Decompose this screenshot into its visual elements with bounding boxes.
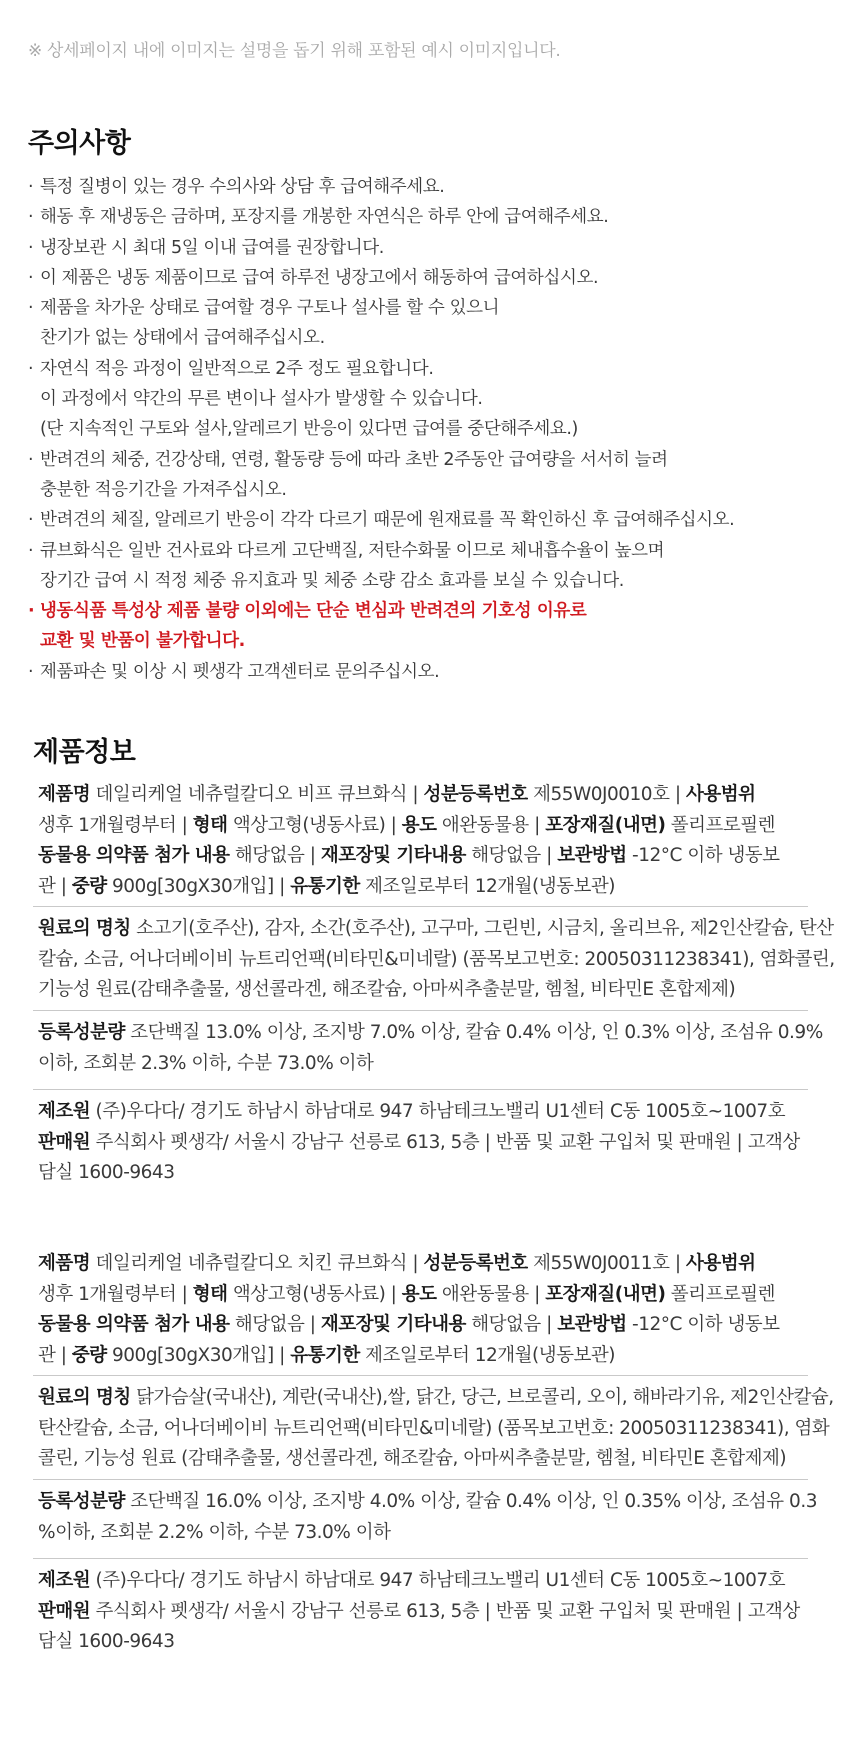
spec-value: 데일리케얼 네츄럴칼디오 치킨 큐브화식 | bbox=[90, 1253, 424, 1274]
spec-label: 보관방법 bbox=[557, 845, 627, 866]
spec-line bbox=[38, 1444, 834, 1475]
spec-label: 용도 bbox=[401, 814, 437, 836]
spec-value: 담실 1600-9643 bbox=[38, 1631, 175, 1652]
spec-label: 원료의 명칭 bbox=[38, 918, 131, 939]
spec-value: 조단백질 13.0% 이상, 조지방 7.0% 이상, 칼슘 0.4% 이상, 인 0.3% 이상, 조섬유 0.9% bbox=[124, 1022, 823, 1043]
spec-label: 제조원 bbox=[38, 1101, 91, 1122]
spec-label: 판매원 bbox=[38, 1131, 91, 1153]
spec-line bbox=[38, 975, 835, 1006]
spec-line bbox=[38, 1158, 800, 1189]
spec-value: 900g[30gX30개입] | bbox=[106, 875, 291, 897]
spec-value: 칼슘, 소금, 어나더베이비 뉴트리언팩(비타민&미네랄) (품목보고번호: 20050311238341), 염화콜린, bbox=[38, 948, 835, 970]
spec-value: (주)우다다/ 경기도 하남시 하남대로 947 하남테크노밸리 U1센터 C동 1005호~1007호 bbox=[90, 1101, 786, 1122]
caution-line: · 큐브화식은 일반 건사료와 다르게 고단백질, 저탄수화물 이므로 체내흡수율이 높으며 bbox=[40, 540, 665, 561]
spec-value: 이하, 조회분 2.3% 이하, 수분 73.0% 이하 bbox=[38, 1052, 374, 1074]
spec-line bbox=[38, 841, 780, 872]
spec-line bbox=[38, 1627, 800, 1658]
spec-block bbox=[38, 1566, 800, 1658]
spec-value: 900g[30gX30개입] | bbox=[106, 1344, 291, 1366]
spec-line bbox=[38, 1280, 780, 1311]
spec-value: 주식회사 펫생각/ 서울시 강남구 선릉로 613, 5층 | 반품 및 교환 구입처 및 판매원 | 고객상 bbox=[90, 1131, 800, 1153]
spec-block bbox=[38, 1249, 780, 1371]
spec-line bbox=[38, 1383, 834, 1414]
spec-line bbox=[38, 1049, 823, 1080]
cautions-list bbox=[28, 172, 828, 687]
image-disclaimer: ※ 상세페이지 내에 이미지는 설명을 돕기 위해 포함된 예시 이미지입니다. bbox=[28, 41, 561, 61]
caution-line: 교환 및 반품이 불가합니다. bbox=[40, 631, 245, 652]
spec-value: 제조일로부터 12개월(냉동보관) bbox=[359, 875, 615, 897]
spec-line bbox=[38, 1341, 780, 1372]
spec-label: 재포장및 기타내용 bbox=[320, 845, 466, 866]
caution-line: 이 과정에서 약간의 무른 변이나 설사가 발생할 수 있습니다. bbox=[40, 389, 483, 410]
spec-label: 제조원 bbox=[38, 1570, 91, 1591]
spec-value: 소고기(호주산), 감자, 소간(호주산), 고구마, 그린빈, 시금치, 올리브유, 제2인산칼슘, 탄산 bbox=[130, 918, 834, 939]
spec-line bbox=[38, 1128, 800, 1159]
spec-label: 동물용 의약품 첨가 내용 bbox=[38, 845, 230, 866]
spec-line bbox=[38, 914, 835, 945]
spec-value: 폴리프로필렌 bbox=[665, 814, 776, 836]
spec-line bbox=[38, 811, 780, 842]
spec-block bbox=[38, 1097, 800, 1189]
spec-value: 해당없음 | bbox=[229, 1314, 321, 1335]
spec-value: %이하, 조회분 2.2% 이하, 수분 73.0% 이하 bbox=[38, 1521, 391, 1543]
caution-line: 찬기가 없는 상태에서 급여해주십시오. bbox=[40, 328, 325, 349]
spec-value: (주)우다다/ 경기도 하남시 하남대로 947 하남테크노밸리 U1센터 C동 1005호~1007호 bbox=[90, 1570, 786, 1591]
caution-item bbox=[28, 445, 828, 506]
caution-item bbox=[28, 172, 828, 202]
spec-label: 판매원 bbox=[38, 1600, 91, 1622]
caution-item bbox=[28, 293, 828, 354]
section-divider bbox=[33, 1375, 808, 1376]
section-divider bbox=[33, 906, 808, 907]
spec-value: 콜린, 기능성 원료 (감태추출물, 생선콜라겐, 해조칼슘, 아마씨추출분말, 헴철, 비타민E 혼합제제) bbox=[38, 1448, 787, 1469]
caution-item bbox=[28, 505, 828, 535]
spec-value: 관 | bbox=[38, 1344, 72, 1366]
caution-item bbox=[28, 354, 828, 445]
spec-value: 담실 1600-9643 bbox=[38, 1162, 175, 1183]
spec-value: 폴리프로필렌 bbox=[665, 1283, 776, 1305]
caution-item bbox=[28, 233, 828, 263]
caution-line: (단 지속적인 구토와 설사,알레르기 반응이 있다면 급여를 중단해주세요.) bbox=[40, 419, 578, 440]
spec-label: 유통기한 bbox=[290, 875, 360, 897]
spec-value: 생후 1개월령부터 | bbox=[38, 1283, 193, 1305]
caution-line: · 냉장보관 시 최대 5일 이내 급여를 권장합니다. bbox=[40, 237, 384, 258]
spec-label: 포장재질(내면) bbox=[545, 814, 666, 836]
caution-line: · 제품을 차가운 상태로 급여할 경우 구토나 설사를 할 수 있으니 bbox=[40, 298, 500, 319]
spec-value: 해당없음 | bbox=[229, 845, 321, 866]
caution-line: · 자연식 적응 과정이 일반적으로 2주 정도 필요합니다. bbox=[40, 358, 434, 379]
spec-label: 중량 bbox=[71, 875, 107, 897]
spec-label: 중량 bbox=[71, 1344, 107, 1366]
spec-label: 용도 bbox=[401, 1283, 437, 1305]
spec-value: 애완동물용 | bbox=[436, 814, 546, 836]
section-divider bbox=[33, 1479, 808, 1480]
spec-line bbox=[38, 1097, 800, 1128]
spec-value: 제55W0J0010호 | bbox=[527, 784, 686, 805]
caution-line: · 제품파손 및 이상 시 펫생각 고객센터로 문의주십시오. bbox=[40, 661, 440, 682]
spec-label: 포장재질(내면) bbox=[545, 1283, 666, 1305]
spec-value: 데일리케얼 네츄럴칼디오 비프 큐브화식 | bbox=[90, 784, 424, 805]
caution-line: · 냉동식품 특성상 제품 불량 이외에는 단순 변심과 반려견의 기호성 이유로 bbox=[40, 601, 587, 622]
caution-line: 충분한 적응기간을 가져주십시오. bbox=[40, 479, 287, 500]
spec-label: 재포장및 기타내용 bbox=[320, 1314, 466, 1335]
caution-line: 장기간 급여 시 적정 체중 유지효과 및 체중 소량 감소 효과를 보실 수 있습니다. bbox=[40, 570, 624, 591]
spec-line bbox=[38, 1414, 834, 1445]
caution-item bbox=[28, 202, 828, 232]
product-info-title: 제품정보 bbox=[33, 737, 136, 768]
spec-line bbox=[38, 780, 780, 811]
spec-value: -12°C 이하 냉동보 bbox=[626, 1314, 780, 1335]
spec-label: 사용범위 bbox=[685, 784, 756, 805]
spec-label: 보관방법 bbox=[557, 1314, 627, 1335]
spec-label: 형태 bbox=[192, 814, 228, 836]
spec-label: 형태 bbox=[192, 1283, 228, 1305]
spec-value: 주식회사 펫생각/ 서울시 강남구 선릉로 613, 5층 | 반품 및 교환 구입처 및 판매원 | 고객상 bbox=[90, 1600, 800, 1622]
caution-item bbox=[28, 536, 828, 597]
section-divider bbox=[33, 1558, 808, 1559]
spec-line bbox=[38, 1487, 817, 1518]
spec-label: 성분등록번호 bbox=[423, 784, 528, 805]
spec-value: 애완동물용 | bbox=[436, 1283, 546, 1305]
spec-value: 탄산칼슘, 소금, 어나더베이비 뉴트리언팩(비타민&미네랄) (품목보고번호: 20050311238341), 염화 bbox=[38, 1417, 830, 1439]
spec-line bbox=[38, 1018, 823, 1049]
spec-label: 제품명 bbox=[38, 1253, 91, 1274]
spec-value: 조단백질 16.0% 이상, 조지방 4.0% 이상, 칼슘 0.4% 이상, 인 0.35% 이상, 조섬유 0.3 bbox=[124, 1491, 817, 1512]
spec-block bbox=[38, 1383, 834, 1475]
spec-value: -12°C 이하 냉동보 bbox=[626, 845, 780, 866]
spec-line bbox=[38, 1310, 780, 1341]
spec-value: 제조일로부터 12개월(냉동보관) bbox=[359, 1344, 615, 1366]
cautions-title: 주의사항 bbox=[28, 128, 131, 159]
caution-line: · 반려견의 체질, 알레르기 반응이 각각 다르기 때문에 원재료를 꼭 확인하신 후 급여해주십시오. bbox=[40, 510, 735, 531]
caution-line: · 반려견의 체중, 건강상태, 연령, 활동량 등에 따라 초반 2주동안 급여량을 서서히 늘려 bbox=[40, 449, 668, 470]
caution-item-warning bbox=[28, 596, 828, 657]
spec-line bbox=[38, 1597, 800, 1628]
caution-line: · 이 제품은 냉동 제품이므로 급여 하루전 냉장고에서 해동하여 급여하십시오. bbox=[40, 267, 599, 288]
spec-value: 액상고형(냉동사료) | bbox=[227, 814, 402, 836]
spec-value: 액상고형(냉동사료) | bbox=[227, 1283, 402, 1305]
spec-label: 유통기한 bbox=[290, 1344, 360, 1366]
spec-line bbox=[38, 1249, 780, 1280]
spec-label: 성분등록번호 bbox=[423, 1253, 528, 1274]
spec-block bbox=[38, 914, 835, 1006]
spec-value: 기능성 원료(감태추출물, 생선콜라겐, 해조칼슘, 아마씨추출분말, 헴철, 비타민E 혼합제제) bbox=[38, 979, 736, 1000]
spec-block bbox=[38, 780, 780, 902]
spec-label: 등록성분량 bbox=[38, 1491, 125, 1512]
spec-line bbox=[38, 872, 780, 903]
spec-value: 닭가슴살(국내산), 계란(국내산),쌀, 닭간, 당근, 브로콜리, 오이, 해바라기유, 제2인산칼슘, bbox=[130, 1387, 834, 1408]
caution-item bbox=[28, 657, 828, 687]
spec-block bbox=[38, 1487, 817, 1548]
spec-value: 해당없음 | bbox=[465, 845, 558, 866]
spec-line bbox=[38, 945, 835, 976]
spec-label: 사용범위 bbox=[685, 1253, 756, 1274]
caution-item bbox=[28, 263, 828, 293]
spec-block bbox=[38, 1018, 823, 1079]
section-divider bbox=[33, 1010, 808, 1011]
spec-value: 해당없음 | bbox=[465, 1314, 558, 1335]
caution-line: · 특정 질병이 있는 경우 수의사와 상담 후 급여해주세요. bbox=[40, 177, 445, 197]
spec-line bbox=[38, 1566, 800, 1597]
section-divider bbox=[33, 1089, 808, 1090]
spec-line bbox=[38, 1518, 817, 1549]
spec-label: 동물용 의약품 첨가 내용 bbox=[38, 1314, 230, 1335]
spec-value: 생후 1개월령부터 | bbox=[38, 814, 193, 836]
spec-value: 관 | bbox=[38, 875, 72, 897]
spec-label: 등록성분량 bbox=[38, 1022, 125, 1043]
caution-line: · 해동 후 재냉동은 금하며, 포장지를 개봉한 자연식은 하루 안에 급여해주세요. bbox=[40, 207, 609, 228]
spec-label: 원료의 명칭 bbox=[38, 1387, 131, 1408]
spec-label: 제품명 bbox=[38, 784, 91, 805]
spec-value: 제55W0J0011호 | bbox=[527, 1253, 686, 1274]
